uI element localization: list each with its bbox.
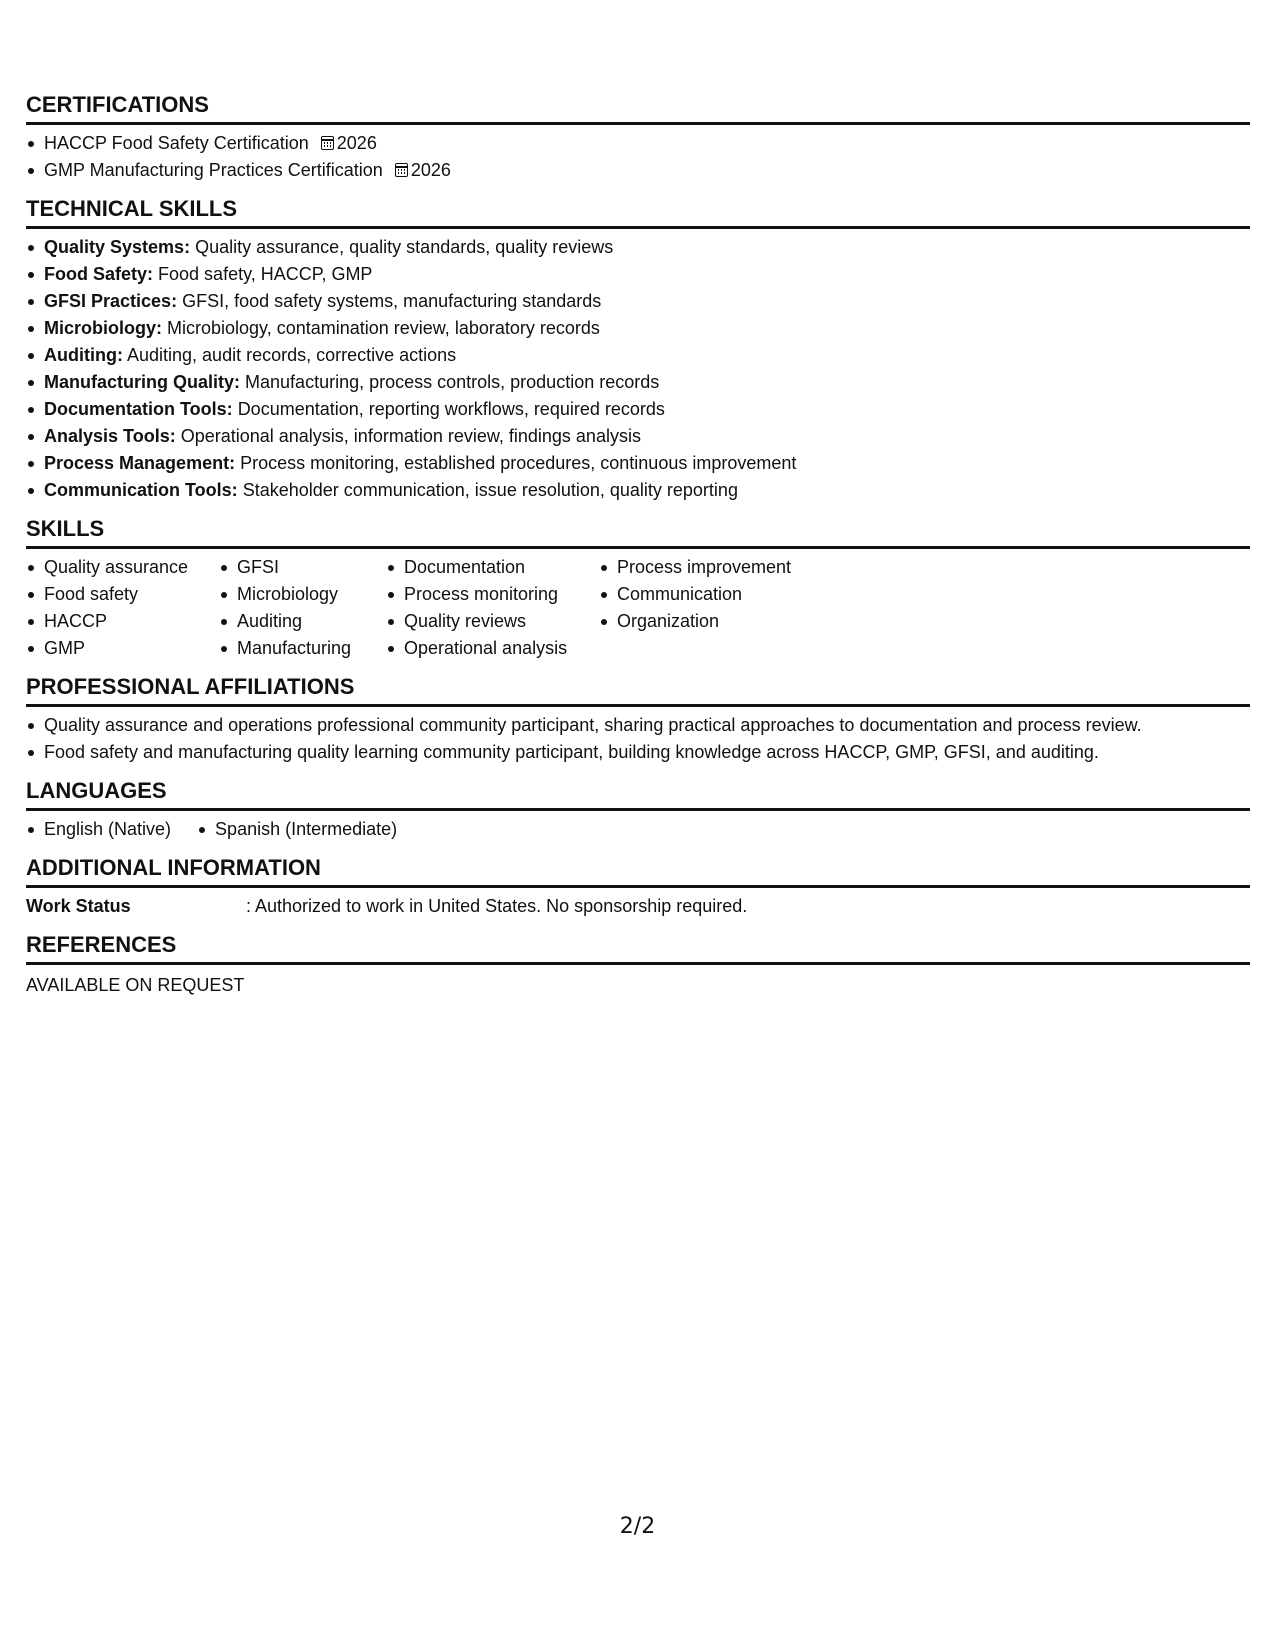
work-status-value: : Authorized to work in United States. No sponsorship required. bbox=[246, 896, 748, 916]
skill-item: Manufacturing bbox=[219, 635, 386, 662]
skills-column bbox=[599, 554, 819, 662]
certification-year: 2026 bbox=[336, 133, 377, 153]
technical-skill-item bbox=[26, 288, 1250, 315]
technical-skill-label: GFSI Practices: bbox=[44, 291, 178, 311]
technical-skill-item bbox=[26, 369, 1250, 396]
calendar-icon bbox=[395, 163, 408, 177]
affiliations-section bbox=[26, 674, 1250, 766]
skill-item: Organization bbox=[599, 608, 819, 635]
additional-info-section bbox=[26, 855, 1250, 920]
skill-item: GFSI bbox=[219, 554, 386, 581]
affiliations-list bbox=[26, 712, 1250, 766]
skills-title: SKILLS bbox=[26, 516, 1250, 549]
affiliation-item: Food safety and manufacturing quality learning community participant, building knowledge across HACCP, GMP, GFSI, and auditing. bbox=[26, 739, 1250, 766]
technical-skill-item bbox=[26, 477, 1250, 504]
skill-item: Auditing bbox=[219, 608, 386, 635]
technical-skill-text: GFSI, food safety systems, manufacturing standards bbox=[182, 291, 602, 311]
technical-skill-label: Microbiology: bbox=[44, 318, 162, 338]
resume-page bbox=[26, 92, 1250, 1011]
references-section bbox=[26, 932, 1250, 999]
certification-name: HACCP Food Safety Certification bbox=[44, 133, 309, 153]
technical-skill-text: Food safety, HACCP, GMP bbox=[158, 264, 373, 284]
skills-column bbox=[219, 554, 386, 662]
work-status-label: Work Status bbox=[26, 896, 131, 916]
certification-name: GMP Manufacturing Practices Certification bbox=[44, 160, 383, 180]
technical-skills-title: TECHNICAL SKILLS bbox=[26, 196, 1250, 229]
additional-info-title: ADDITIONAL INFORMATION bbox=[26, 855, 1250, 888]
technical-skill-text: Stakeholder communication, issue resolution, quality reporting bbox=[242, 480, 738, 500]
skill-item: Documentation bbox=[386, 554, 599, 581]
skill-item: Quality assurance bbox=[26, 554, 219, 581]
skill-item: Communication bbox=[599, 581, 819, 608]
skill-item: Process monitoring bbox=[386, 581, 599, 608]
technical-skill-text: Quality assurance, quality standards, quality reviews bbox=[195, 237, 614, 257]
technical-skill-item bbox=[26, 342, 1250, 369]
certification-item bbox=[26, 157, 1250, 184]
skill-item: Quality reviews bbox=[386, 608, 599, 635]
languages-row bbox=[26, 811, 1250, 843]
languages-title: LANGUAGES bbox=[26, 778, 1250, 811]
work-status-row bbox=[26, 893, 1250, 920]
skills-column bbox=[386, 554, 599, 662]
technical-skills-list bbox=[26, 234, 1250, 504]
skill-item: HACCP bbox=[26, 608, 219, 635]
certifications-title: CERTIFICATIONS bbox=[26, 92, 1250, 125]
technical-skill-label: Documentation Tools: bbox=[44, 399, 233, 419]
technical-skill-item bbox=[26, 234, 1250, 261]
calendar-icon bbox=[321, 136, 334, 150]
certification-item bbox=[26, 130, 1250, 157]
technical-skill-text: Manufacturing, process controls, production records bbox=[245, 372, 660, 392]
skill-item: Microbiology bbox=[219, 581, 386, 608]
technical-skills-section bbox=[26, 196, 1250, 504]
skills-column bbox=[26, 554, 219, 662]
languages-section bbox=[26, 778, 1250, 843]
language-item: Spanish (Intermediate) bbox=[197, 816, 397, 843]
skill-item: Food safety bbox=[26, 581, 219, 608]
skill-item: Operational analysis bbox=[386, 635, 599, 662]
certification-year: 2026 bbox=[410, 160, 451, 180]
technical-skill-item bbox=[26, 261, 1250, 288]
technical-skill-item bbox=[26, 423, 1250, 450]
certifications-section bbox=[26, 92, 1250, 184]
technical-skill-item bbox=[26, 396, 1250, 423]
technical-skill-text: Documentation, reporting workflows, required records bbox=[237, 399, 665, 419]
technical-skill-label: Food Safety: bbox=[44, 264, 154, 284]
technical-skill-text: Process monitoring, established procedures, continuous improvement bbox=[240, 453, 797, 473]
languages-list bbox=[26, 816, 423, 843]
technical-skill-label: Communication Tools: bbox=[44, 480, 238, 500]
technical-skill-item bbox=[26, 315, 1250, 342]
language-item: English (Native) bbox=[26, 816, 171, 843]
technical-skill-label: Quality Systems: bbox=[44, 237, 191, 257]
technical-skill-item bbox=[26, 450, 1250, 477]
affiliation-item: Quality assurance and operations professional community participant, sharing practical approaches to documentation and process review. bbox=[26, 712, 1250, 739]
skills-section bbox=[26, 516, 1250, 662]
skill-item: Process improvement bbox=[599, 554, 819, 581]
skill-item: GMP bbox=[26, 635, 219, 662]
affiliations-title: PROFESSIONAL AFFILIATIONS bbox=[26, 674, 1250, 707]
technical-skill-text: Operational analysis, information review, findings analysis bbox=[180, 426, 641, 446]
certifications-list bbox=[26, 130, 1250, 184]
technical-skill-text: Microbiology, contamination review, laboratory records bbox=[167, 318, 600, 338]
technical-skill-label: Process Management: bbox=[44, 453, 236, 473]
technical-skill-text: Auditing, audit records, corrective actions bbox=[127, 345, 457, 365]
references-text: AVAILABLE ON REQUEST bbox=[26, 975, 245, 995]
technical-skill-label: Manufacturing Quality: bbox=[44, 372, 241, 392]
technical-skill-label: Analysis Tools: bbox=[44, 426, 176, 446]
skills-grid bbox=[26, 554, 1250, 662]
references-title: REFERENCES bbox=[26, 932, 1250, 965]
page-number: 2/2 bbox=[619, 1514, 656, 1539]
technical-skill-label: Auditing: bbox=[44, 345, 123, 365]
